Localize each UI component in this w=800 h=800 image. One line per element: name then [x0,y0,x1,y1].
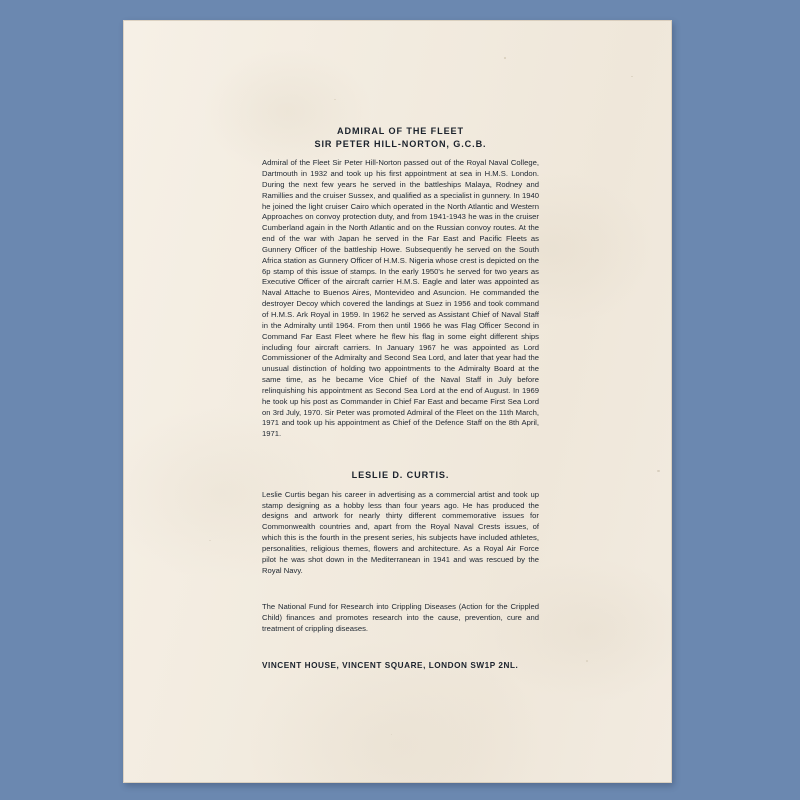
paper-speck [334,99,336,100]
paper-speck [631,76,633,77]
title-block [262,125,539,150]
document-title-line-2: SIR PETER HILL-NORTON, G.C.B. [314,138,487,149]
designer-heading: LESLIE D. CURTIS. [351,470,450,481]
paper-speck [391,734,392,735]
fund-paragraph: The National Fund for Research into Crippling Diseases (Action for the Crippled Child) finances and promotes research into the cause, prevention, cure and treatment of crippling diseases. [262,602,539,634]
admiral-biography-paragraph: Admiral of the Fleet Sir Peter Hill-Norton passed out of the Royal Naval College, Dartmouth in 1932 and took up his first appointment at sea in H.M.S. London. During the next few years he served in the battleships Malaya, Rodney and Ramillies and the cruiser Sussex, and qualified as a specialist in gunnery. In 1940 he joined the light cruiser Cairo which operated in the North Atlantic and Western Approaches on convoy protection duty, and from 1941-1943 he was in the cruiser Cumberland again in the North Atlantic and on the Russian convoy routes. At the end of the war with Japan he served in the Far East and Pacific Fleets as Gunnery Officer of the battleship Howe. Subsequently he served on the South Africa station as Gunnery Officer of H.M.S. Nigeria whose crest is depicted on the 6p stamp of this issue of stamps. In the early 1950's he served for two years as Executive Officer of the aircraft carrier H.M.S. Eagle and later was appointed as Naval Attache to Buenos Aires, Montevideo and Asuncion. He commanded the destroyer Decoy which covered the landings at Suez in 1956 and took command of H.M.S. Ark Royal in 1959. In 1962 he served as Assistant Chief of Naval Staff in the Admiralty until 1964. From then until 1966 he was Flag Officer Second in Command Far East Fleet where he flew his flag in some eight different ships including four aircraft carriers. In January 1967 he was appointed as Lord Commissioner of the Admiralty and Second Sea Lord, and later that year had the unusual distinction of holding two appointments to the Admiralty Board at the same time, as he became Vice Chief of the Naval Staff in July before relinquishing his appointment as Second Sea Lord at the end of August. In 1969 he took up his post as Commander in Chief Far East and became First Sea Lord on 3rd July, 1970. Sir Peter was promoted Admiral of the Fleet on the 11th March, 1971 and took up his appointment as Chief of the Defence Staff on the 8th April, 1971. [262,158,539,439]
document-sheet [123,20,672,783]
document-title-line-1: ADMIRAL OF THE FLEET [337,126,464,136]
paper-speck [209,540,211,541]
paper-speck [586,660,588,662]
paper-speck [657,470,660,472]
printed-text-column [262,125,539,671]
address-line: VINCENT HOUSE, VINCENT SQUARE, LONDON SW1P 2NL. [262,661,519,670]
paper-speck [504,57,506,59]
designer-biography-paragraph: Leslie Curtis began his career in advertising as a commercial artist and took up stamp designing as a hobby less than four years ago. He has produced the designs and artwork for nearly thirty different commemorative issues for Commonwealth countries and, apart from the Royal Naval Crests issues, of which this is the fourth in the present series, his subjects have included athletes, personalities, religious themes, flowers and architecture. As a Royal Air Force pilot he was shot down in the Mediterranean in 1941 and was rescued by the Royal Navy. [262,489,539,575]
